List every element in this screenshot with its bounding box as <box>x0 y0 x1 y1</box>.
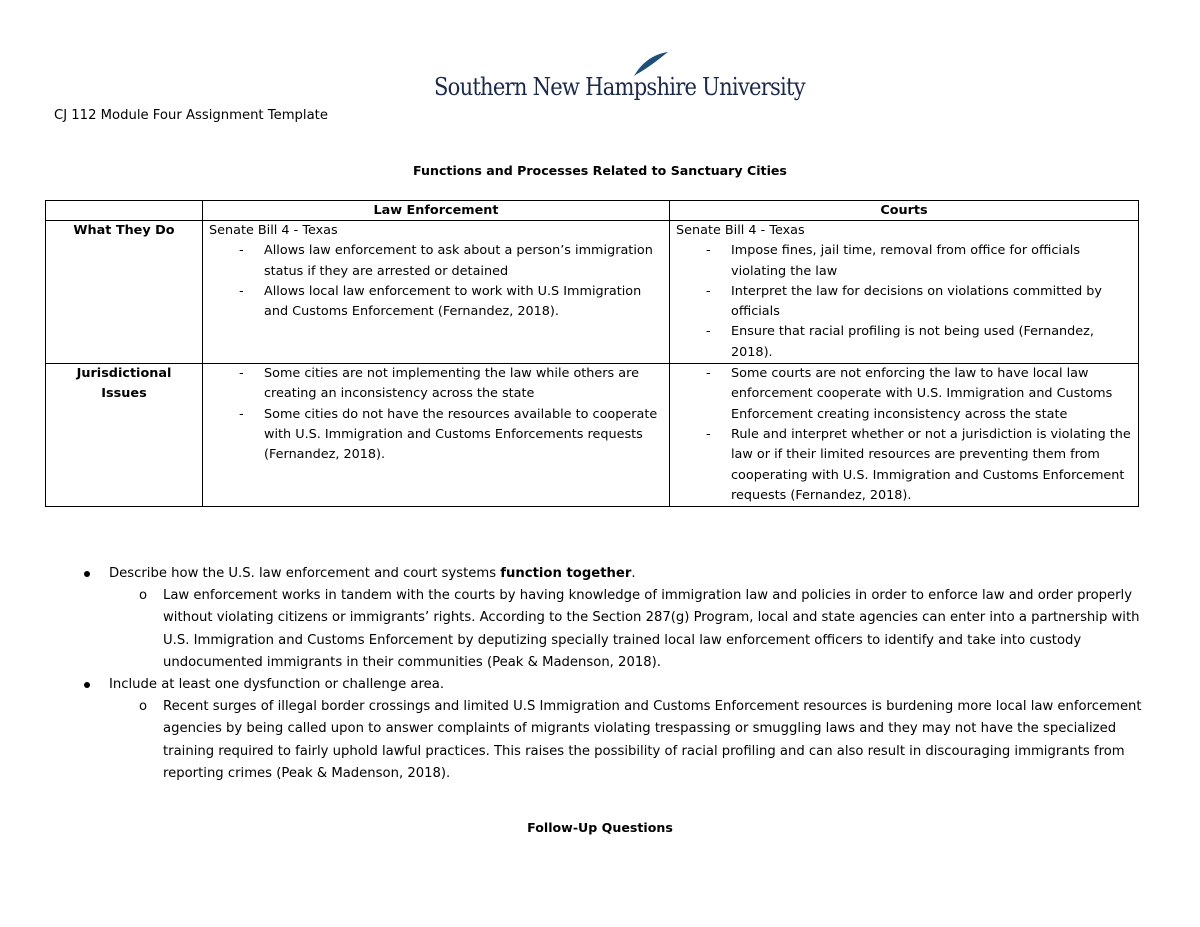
sub-bullet-text: Law enforcement works in tandem with the courts by having knowledge of immigration law and policies in order to enforce law and order properly without violating citizens or immigrants’ rights. According to the Section 287(g) Program, local and state agencies can enter into a partnership with U.S. Immigration and Customs Enforcement by deputizing specially trained local law enforcement officers to identify and take into custody undocumented immigrants in their communities (Peak & Madenson, 2018). <box>163 588 1140 670</box>
bullet-item <box>84 563 1144 585</box>
bullet-dot-icon <box>84 571 90 577</box>
circle-bullet-icon: o <box>139 699 148 715</box>
bullet-item <box>84 674 1144 696</box>
logo-wordmark: Southern New Hampshire University <box>434 72 805 101</box>
table-row <box>46 364 1139 507</box>
list-item: - Ensure that racial profiling is not being used (Fernandez, 2018). <box>731 322 1132 363</box>
list-item: - Impose fines, jail time, removal from office for officials violating the law <box>731 241 1132 282</box>
cell-law-enforcement <box>203 364 670 507</box>
list-item: - Interpret the law for decisions on violations committed by officials <box>731 282 1132 323</box>
row-header-what-they-do: What They Do <box>46 221 203 364</box>
sub-bullet-item <box>84 696 1144 785</box>
table-header-row <box>46 201 1139 221</box>
cell-law-enforcement <box>203 221 670 364</box>
bullet-dot-icon <box>84 682 90 688</box>
follow-up-heading: Follow-Up Questions <box>527 820 673 835</box>
functions-table <box>45 200 1139 507</box>
circle-bullet-icon: o <box>139 588 148 604</box>
cell-courts <box>670 221 1139 364</box>
template-title: CJ 112 Module Four Assignment Template <box>54 108 328 123</box>
list-item: - Some cities are not implementing the law while others are creating an inconsistency across the state <box>264 364 663 405</box>
sub-bullet-text: Recent surges of illegal border crossings and limited U.S Immigration and Customs Enforcement resources is burdening more local law enforcement agencies by being called upon to answer complaints of migrants violating trespassing or smuggling laws and they may not have the specialized training required to fairly uphold lawful practices. This raises the possibility of racial profiling and can also result in discouraging immigrants from reporting crimes (Peak & Madenson, 2018). <box>163 699 1142 781</box>
sub-bullet-item <box>84 585 1144 674</box>
bullet-punctuation: . <box>631 566 636 581</box>
notes-section <box>84 563 1144 785</box>
list-item: - Some courts are not enforcing the law to have local law enforcement cooperate with U.S. Immigration and Customs Enforcement creating inconsistency across the state <box>731 364 1132 425</box>
university-logo <box>434 50 805 106</box>
list-item: - Rule and interpret whether or not a jurisdiction is violating the law or if their limited resources are preventing them from cooperating with U.S. Immigration and Customs Enforcement requests (Fernandez, 2018). <box>731 425 1132 506</box>
column-header-blank <box>46 201 203 221</box>
dash-list <box>676 364 1132 506</box>
document-heading: Functions and Processes Related to Sanctuary Cities <box>413 163 787 178</box>
table-row <box>46 221 1139 364</box>
row-header-jurisdictional-issues: Jurisdictional Issues <box>46 364 203 507</box>
cell-courts <box>670 364 1139 507</box>
list-item: - Allows law enforcement to ask about a person’s immigration status if they are arrested or detained <box>264 241 663 282</box>
dash-list <box>676 241 1132 363</box>
cell-title: Senate Bill 4 - Texas <box>676 223 805 238</box>
bullet-emphasis: function together <box>500 566 632 581</box>
dash-list <box>209 241 663 322</box>
bullet-text: Include at least one dysfunction or challenge area. <box>109 677 445 693</box>
dash-list <box>209 364 663 465</box>
list-item: - Some cities do not have the resources available to cooperate with U.S. Immigration and Customs Enforcements requests (Fernandez, 2018). <box>264 405 663 466</box>
column-header-courts: Courts <box>670 201 1139 221</box>
bullet-text: Describe how the U.S. law enforcement and court systems <box>109 566 501 581</box>
column-header-law-enforcement: Law Enforcement <box>203 201 670 221</box>
list-item: - Allows local law enforcement to work with U.S Immigration and Customs Enforcement (Fernandez, 2018). <box>264 282 663 323</box>
cell-title: Senate Bill 4 - Texas <box>209 223 338 238</box>
